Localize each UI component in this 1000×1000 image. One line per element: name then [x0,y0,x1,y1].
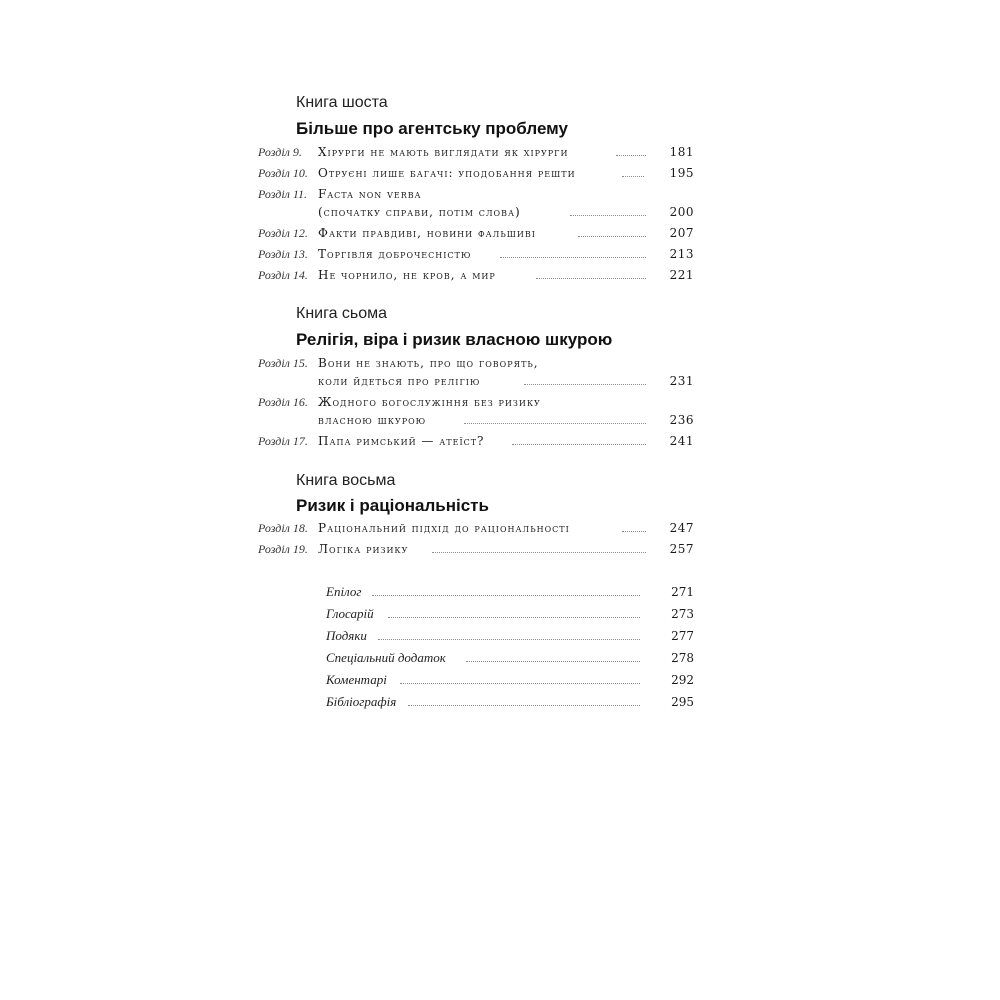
book-title: Ризик і раціональність [296,496,489,515]
chapter-label: Розділ 18. [258,521,308,535]
dot-leader [466,661,640,662]
chapter-title: Вони не знають, про що говорять, [318,356,539,370]
dot-leader [378,639,640,640]
toc-entry[interactable] [258,518,694,538]
page-number: 277 [671,629,694,643]
backmatter-title: Епілог [326,584,362,599]
chapter-label: Розділ 14. [258,268,308,282]
dot-leader [408,705,640,706]
toc-entry[interactable] [258,223,694,243]
page-number: 295 [671,695,694,709]
dot-leader [400,683,640,684]
page-number: 273 [671,607,694,621]
page-number: 292 [671,673,694,687]
chapter-title: Папа римський — атеїст? [318,434,485,448]
toc-entry-continuation[interactable] [258,371,694,391]
dot-leader [622,176,644,177]
book-label: Книга шоста [296,94,388,111]
page-number: 181 [669,145,694,159]
dot-leader [372,595,640,596]
chapter-title: Логіка ризику [318,542,409,556]
page-number: 271 [671,585,694,599]
chapter-title: Факти правдиві, новини фальшиві [318,226,536,240]
dot-leader [570,215,646,216]
dot-leader [388,617,640,618]
chapter-title: коли йдеться про релігію [318,374,481,388]
backmatter-title: Спеціальний додаток [326,650,446,665]
page-number: 213 [669,247,694,261]
toc-entry[interactable] [326,670,694,690]
book-title: Релігія, віра і ризик власною шкурою [296,330,613,349]
page-number: 241 [669,434,694,448]
toc-entry[interactable] [326,626,694,646]
chapter-title: Отруєні лише багачі: уподобання решти [318,166,576,180]
page-number: 278 [671,651,694,665]
backmatter-title: Глосарій [326,606,374,621]
page-number: 195 [669,166,694,180]
dot-leader [524,384,646,385]
chapter-label: Розділ 12. [258,226,308,240]
chapter-label: Розділ 16. [258,395,308,409]
toc-entry[interactable] [258,184,694,204]
chapter-title: Раціональний підхід до раціональності [318,521,570,535]
toc-entry[interactable] [326,648,694,668]
toc-entry[interactable] [258,353,694,373]
chapter-title: Жодного богослужіння без ризику [318,395,541,409]
dot-leader [432,552,646,553]
dot-leader [536,278,646,279]
chapter-label: Розділ 10. [258,166,308,180]
chapter-label: Розділ 11. [258,187,308,201]
toc-entry[interactable] [258,142,694,162]
dot-leader [464,423,646,424]
book-label: Книга сьома [296,305,388,322]
toc-entry-continuation[interactable] [258,410,694,430]
backmatter-title: Бібліографія [326,694,397,709]
dot-leader [622,531,646,532]
chapter-label: Розділ 19. [258,542,308,556]
chapter-title: Facta non verba [318,187,422,201]
chapter-label: Розділ 15. [258,356,308,370]
toc-entry[interactable] [326,582,694,602]
chapter-label: Розділ 13. [258,247,308,261]
page-number: 231 [669,374,694,388]
chapter-title: власною шкурою [318,413,427,427]
page-number: 247 [669,521,694,535]
toc-entry[interactable] [258,539,694,559]
book-label: Книга восьма [296,472,396,489]
page-number: 221 [669,268,694,282]
book-title: Більше про агентську проблему [296,119,568,138]
page-number: 200 [669,205,694,219]
toc-entry[interactable] [258,265,694,285]
chapter-label: Розділ 9. [258,145,302,159]
dot-leader [500,257,646,258]
toc-entry[interactable] [326,692,694,712]
chapter-label: Розділ 17. [258,434,308,448]
backmatter-title: Коментарі [326,672,387,687]
toc-entry[interactable] [258,244,694,264]
dot-leader [616,155,646,156]
chapter-title: Хірурги не мають виглядати як хірурги [318,145,569,159]
toc-entry[interactable] [258,431,694,451]
dot-leader [578,236,646,237]
toc-entry[interactable] [326,604,694,624]
backmatter-title: Подяки [326,628,367,643]
page-number: 207 [669,226,694,240]
chapter-title: Торгівля доброчесністю [318,247,472,261]
chapter-title: (спочатку справи, потім слова) [318,205,521,219]
toc-entry-continuation[interactable] [258,202,694,222]
toc-entry[interactable] [258,392,694,412]
chapter-title: Не чорнило, не кров, а мир [318,268,496,282]
page-number: 257 [669,542,694,556]
toc-entry[interactable] [258,163,694,183]
page-number: 236 [669,413,694,427]
dot-leader [512,444,646,445]
